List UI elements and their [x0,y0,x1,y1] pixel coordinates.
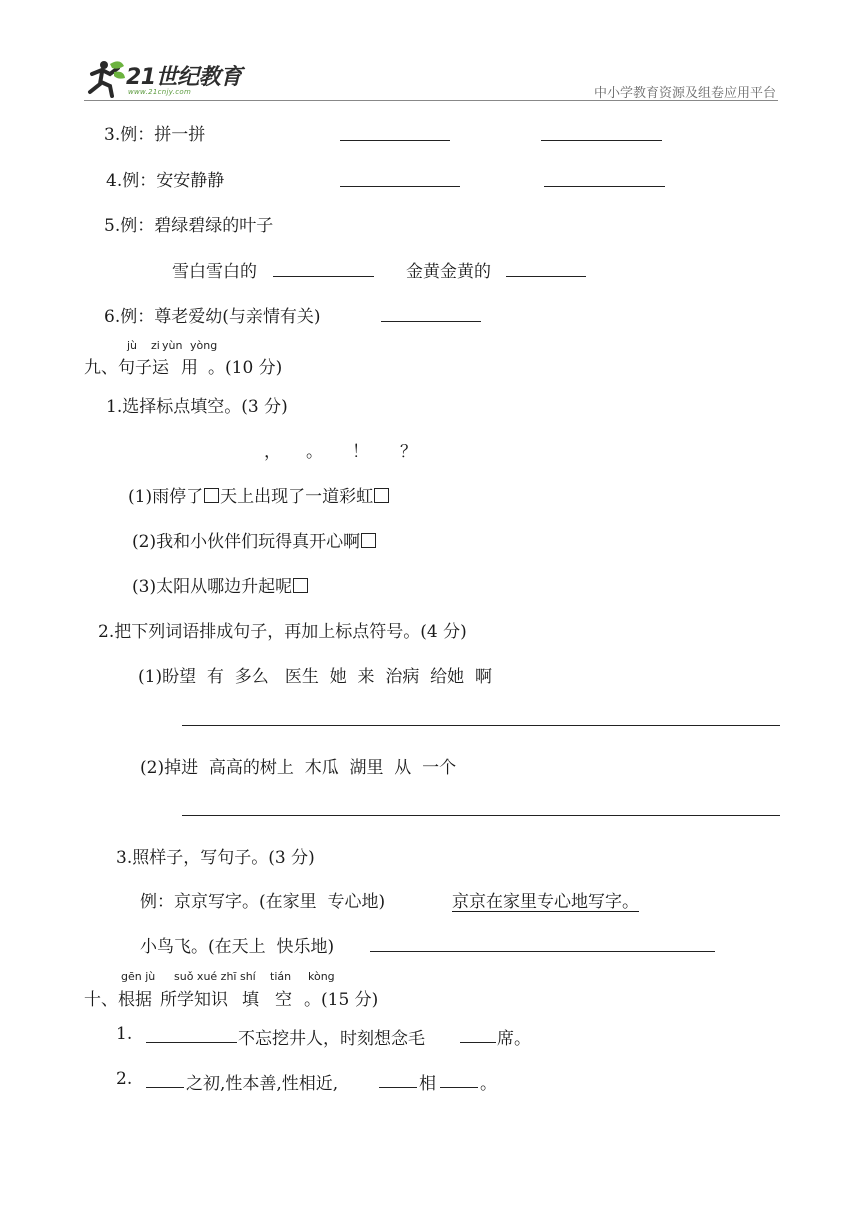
s10-title-word-2: 所学知识 [160,990,228,1010]
logo [84,58,244,102]
s9-q2-title: 2.把下列词语排成句子，再加上标点符号。(4 分) [98,622,467,642]
s10-q2-blank-1[interactable] [146,1087,184,1088]
s9-q3-task: 小鸟飞。(在天上 快乐地) [140,937,335,957]
s10-title [84,985,378,1010]
q8-5-label: 5.例：碧绿碧绿的叶子 [104,216,274,236]
answer-box[interactable] [374,488,389,503]
s9-q1-item-3 [132,572,309,597]
s9-q3-example: 例：京京写字。(在家里 专心地) [140,892,386,912]
s10-q1-text-b: 席。 [497,1029,531,1049]
s10-title-suffix: 。(15 分) [304,990,379,1010]
s9-title-prefix: 九、 [84,358,118,378]
s10-q2-text-a: 之初,性本善,性相近, [186,1074,339,1094]
s10-title-prefix: 十、 [84,990,118,1010]
s10-q2-blank-3[interactable] [440,1087,478,1088]
q8-4-label: 4.例：安安静静 [106,171,225,191]
s9-pinyin-4: yòng [190,339,218,352]
s9-q1-item-1 [128,482,390,507]
punct-exclaim: ！ [352,442,369,462]
s9-q3-example-answer: 京京在家里专心地写字。 [452,892,639,912]
s9-pinyin-3: yùn [162,339,183,352]
s9-title-word-2: 子 [135,358,152,378]
platform-name: 中小学教育资源及组卷应用平台 [593,86,776,101]
s9-title-word-4: 用 [181,358,198,378]
s9-q1-item-3-text: (3)太阳从哪边升起呢 [132,577,293,597]
punct-comma: ， [264,442,281,462]
s10-title-word-3: 填 [242,990,259,1010]
runner-logo-icon [84,58,126,98]
s9-q2-item-2: (2)掉进 高高的树上 木瓜 湖里 从 一个 [140,758,457,778]
q8-5-a-label: 雪白雪白的 [172,262,257,282]
logo-text: 21世纪教育 [126,65,242,90]
logo-url: www.21cnjy.com [128,88,192,96]
s10-q1-blank-2[interactable] [460,1042,496,1043]
s9-q2-item-1: (1)盼望 有 多么 医生 她 来 治病 给她 啊 [138,667,492,687]
s9-q1-item-2 [132,527,377,552]
s10-pinyin-2: suǒ xué zhī shí [174,970,256,983]
q8-5-b-label: 金黄金黄的 [406,262,491,282]
s9-title-suffix: 。(10 分) [208,358,283,378]
s9-q1-item-1-mid: 天上出现了一道彩虹 [220,487,374,507]
s10-q1-text-a: 不忘挖井人，时刻想念毛 [238,1029,425,1049]
q8-6-blank[interactable] [381,321,481,322]
s9-q2-answer-line-2[interactable] [182,815,780,816]
q8-4-blank-1[interactable] [340,186,460,187]
s9-q1-title: 1.选择标点填空。(3 分) [106,397,288,417]
q8-6-label: 6.例：尊老爱幼(与亲情有关) [104,307,321,327]
s9-q1-item-2-text: (2)我和小伙伴们玩得真开心啊 [132,532,361,552]
s9-q1-item-1-text: (1)雨停了 [128,487,204,507]
q8-5-a-blank[interactable] [273,276,374,277]
s10-q2-text-c: 。 [480,1074,497,1094]
q8-4-blank-2[interactable] [544,186,665,187]
answer-box[interactable] [204,488,219,503]
s10-pinyin-1: gēn jù [121,970,156,983]
q8-5-b-blank[interactable] [506,276,586,277]
s9-title-word-3: 运 [152,358,169,378]
s9-title-word-1: 句 [118,358,135,378]
header-divider [84,100,778,101]
answer-box[interactable] [293,578,308,593]
punct-question: ？ [400,442,417,462]
q8-3-blank-1[interactable] [340,140,450,141]
q8-3-blank-2[interactable] [541,140,662,141]
s9-title [84,353,282,378]
s9-pinyin-2: zi [151,339,160,352]
s9-q3-title: 3.照样子，写句子。(3 分) [116,848,315,868]
s10-pinyin-4: kòng [308,970,335,983]
s9-q2-answer-line-1[interactable] [182,725,780,726]
q8-3-label: 3.例：拼一拼 [104,125,206,145]
s10-pinyin-3: tián [270,970,292,983]
s9-q3-answer-line[interactable] [370,951,715,952]
s10-title-word-4: 空 [275,990,292,1010]
s10-q2-blank-2[interactable] [379,1087,417,1088]
punct-period: 。 [306,442,323,462]
s10-q1-num: 1. [116,1024,133,1044]
s10-q2-text-b: 相 [419,1074,436,1094]
answer-box[interactable] [361,533,376,548]
s10-q2-num: 2. [116,1069,133,1089]
s10-title-word-1: 根据 [118,990,152,1010]
s9-pinyin-1: jù [127,339,138,352]
s10-q1-blank-1[interactable] [146,1042,237,1043]
